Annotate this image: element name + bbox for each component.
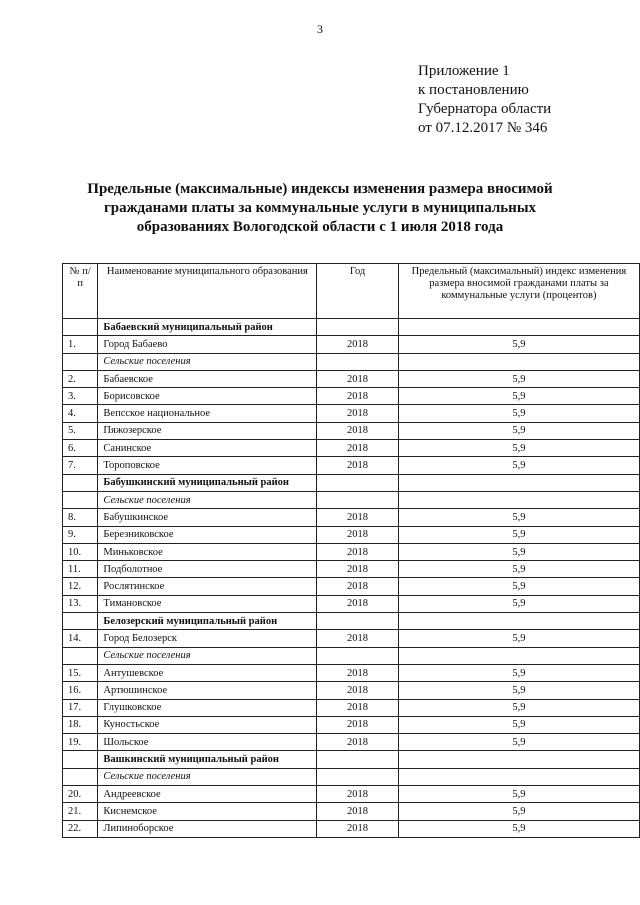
- row-index: 5,9: [398, 388, 639, 405]
- row-year: 2018: [317, 405, 399, 422]
- row-num: 12.: [63, 578, 98, 595]
- row-name: Вепсское национальное: [98, 405, 317, 422]
- subgroup-label: Сельские поселения: [98, 491, 317, 508]
- table-row: [63, 388, 640, 405]
- header-num: № п/п: [63, 264, 98, 319]
- table-header-row: [63, 264, 640, 319]
- row-index: 5,9: [398, 699, 639, 716]
- row-index-empty: [398, 474, 639, 491]
- row-index: 5,9: [398, 786, 639, 803]
- row-year: 2018: [317, 664, 399, 681]
- row-name: Тимановское: [98, 595, 317, 612]
- row-year: 2018: [317, 682, 399, 699]
- table-row: [63, 595, 640, 612]
- header-name: Наименование муниципального образования: [98, 264, 317, 319]
- row-num: 15.: [63, 664, 98, 681]
- row-name: Киснемское: [98, 803, 317, 820]
- row-index: 5,9: [398, 561, 639, 578]
- row-num-empty: [63, 491, 98, 508]
- row-index: 5,9: [398, 734, 639, 751]
- table-row: [63, 716, 640, 733]
- title-line: Предельные (максимальные) индексы изменения размера вносимой: [87, 181, 553, 197]
- row-index: 5,9: [398, 370, 639, 387]
- row-name: Город Белозерск: [98, 630, 317, 647]
- row-num: 1.: [63, 336, 98, 353]
- row-year: 2018: [317, 457, 399, 474]
- appendix-block: [418, 62, 551, 138]
- row-num: 2.: [63, 370, 98, 387]
- row-index-empty: [398, 613, 639, 630]
- table-row: [63, 630, 640, 647]
- row-index: 5,9: [398, 578, 639, 595]
- row-year: 2018: [317, 543, 399, 560]
- row-year-empty: [317, 319, 399, 336]
- row-name: Шольское: [98, 734, 317, 751]
- table-row: [63, 786, 640, 803]
- subgroup-label: Сельские поселения: [98, 353, 317, 370]
- row-year-empty: [317, 647, 399, 664]
- row-year-empty: [317, 751, 399, 768]
- district-name: Вашкинский муниципальный район: [98, 751, 317, 768]
- row-index: 5,9: [398, 595, 639, 612]
- row-index: 5,9: [398, 440, 639, 457]
- table-row: [63, 526, 640, 543]
- table-row: [63, 509, 640, 526]
- row-index-empty: [398, 491, 639, 508]
- row-year: 2018: [317, 630, 399, 647]
- row-year: 2018: [317, 388, 399, 405]
- row-num-empty: [63, 474, 98, 491]
- table-row: [63, 682, 640, 699]
- row-index: 5,9: [398, 820, 639, 837]
- table-row: [63, 803, 640, 820]
- page-number: 3: [317, 22, 323, 36]
- table-row: [63, 422, 640, 439]
- row-year: 2018: [317, 803, 399, 820]
- table-row: [63, 370, 640, 387]
- table-row: [63, 699, 640, 716]
- row-num: 11.: [63, 561, 98, 578]
- row-index: 5,9: [398, 336, 639, 353]
- table-row: [63, 336, 640, 353]
- row-year: 2018: [317, 440, 399, 457]
- row-index: 5,9: [398, 457, 639, 474]
- row-name: Подболотное: [98, 561, 317, 578]
- row-index: 5,9: [398, 543, 639, 560]
- table-row: [63, 561, 640, 578]
- row-num-empty: [63, 613, 98, 630]
- table-row: [63, 457, 640, 474]
- row-index-empty: [398, 353, 639, 370]
- row-num-empty: [63, 768, 98, 785]
- row-num-empty: [63, 751, 98, 768]
- row-num: 9.: [63, 526, 98, 543]
- row-year-empty: [317, 768, 399, 785]
- row-index: 5,9: [398, 422, 639, 439]
- row-num: 16.: [63, 682, 98, 699]
- row-name: Миньковское: [98, 543, 317, 560]
- row-name: Бабаевское: [98, 370, 317, 387]
- row-index: 5,9: [398, 509, 639, 526]
- subgroup-row: [63, 353, 640, 370]
- row-name: Липиноборское: [98, 820, 317, 837]
- table-row: [63, 543, 640, 560]
- title-line: гражданами платы за коммунальные услуги в муниципальных: [103, 200, 537, 216]
- row-name: Борисовское: [98, 388, 317, 405]
- district-header-row: [63, 474, 640, 491]
- table-row: [63, 734, 640, 751]
- table-row: [63, 440, 640, 457]
- row-num: 6.: [63, 440, 98, 457]
- subgroup-row: [63, 491, 640, 508]
- row-year-empty: [317, 353, 399, 370]
- row-year: 2018: [317, 370, 399, 387]
- district-header-row: [63, 751, 640, 768]
- table-body: [63, 319, 640, 838]
- row-name: Глушковское: [98, 699, 317, 716]
- subgroup-row: [63, 647, 640, 664]
- row-num: 19.: [63, 734, 98, 751]
- row-name: Город Бабаево: [98, 336, 317, 353]
- row-index: 5,9: [398, 682, 639, 699]
- row-name: Антушевское: [98, 664, 317, 681]
- row-num: 14.: [63, 630, 98, 647]
- row-num-empty: [63, 319, 98, 336]
- subgroup-label: Сельские поселения: [98, 647, 317, 664]
- appendix-line: Губернатора области: [418, 101, 552, 117]
- row-index-empty: [398, 768, 639, 785]
- row-year-empty: [317, 491, 399, 508]
- row-name: Артюшинское: [98, 682, 317, 699]
- row-num: 21.: [63, 803, 98, 820]
- row-num-empty: [63, 353, 98, 370]
- row-index: 5,9: [398, 716, 639, 733]
- row-name: Тороповское: [98, 457, 317, 474]
- row-year-empty: [317, 474, 399, 491]
- row-num: 20.: [63, 786, 98, 803]
- table-row: [63, 820, 640, 837]
- row-year: 2018: [317, 578, 399, 595]
- row-index: 5,9: [398, 526, 639, 543]
- row-num: 10.: [63, 543, 98, 560]
- subgroup-label: Сельские поселения: [98, 768, 317, 785]
- row-year: 2018: [317, 699, 399, 716]
- row-num: 18.: [63, 716, 98, 733]
- row-num: 4.: [63, 405, 98, 422]
- tariff-index-table: [62, 263, 640, 838]
- header-index: Предельный (максимальный) индекс изменения размера вносимой гражданами платы за коммунальные услуги (процентов): [398, 264, 639, 319]
- row-num: 5.: [63, 422, 98, 439]
- row-name: Бабушкинское: [98, 509, 317, 526]
- row-name: Куностьское: [98, 716, 317, 733]
- row-year: 2018: [317, 509, 399, 526]
- appendix-line: от 07.12.2017 № 346: [418, 120, 548, 136]
- row-index: 5,9: [398, 405, 639, 422]
- appendix-line: к постановлению: [418, 82, 529, 98]
- row-index: 5,9: [398, 630, 639, 647]
- row-year: 2018: [317, 716, 399, 733]
- subgroup-row: [63, 768, 640, 785]
- row-index-empty: [398, 647, 639, 664]
- row-year: 2018: [317, 595, 399, 612]
- row-name: Андреевское: [98, 786, 317, 803]
- table-row: [63, 578, 640, 595]
- row-year: 2018: [317, 422, 399, 439]
- row-year: 2018: [317, 336, 399, 353]
- row-num: 7.: [63, 457, 98, 474]
- table-row: [63, 664, 640, 681]
- row-year: 2018: [317, 734, 399, 751]
- row-year: 2018: [317, 561, 399, 578]
- row-name: Рослятинское: [98, 578, 317, 595]
- row-num: 22.: [63, 820, 98, 837]
- row-num: 8.: [63, 509, 98, 526]
- row-name: Пяжозерское: [98, 422, 317, 439]
- district-name: Белозерский муниципальный район: [98, 613, 317, 630]
- row-year-empty: [317, 613, 399, 630]
- district-name: Бабушкинский муниципальный район: [98, 474, 317, 491]
- district-header-row: [63, 613, 640, 630]
- row-name: Березниковское: [98, 526, 317, 543]
- title-line: образованиях Вологодской области с 1 июля 2018 года: [136, 219, 504, 235]
- row-year: 2018: [317, 526, 399, 543]
- row-name: Санинское: [98, 440, 317, 457]
- row-year: 2018: [317, 820, 399, 837]
- appendix-line: Приложение 1: [418, 63, 510, 79]
- row-index: 5,9: [398, 803, 639, 820]
- row-index-empty: [398, 319, 639, 336]
- row-index: 5,9: [398, 664, 639, 681]
- district-header-row: [63, 319, 640, 336]
- row-num: 17.: [63, 699, 98, 716]
- header-year: Год: [317, 264, 399, 319]
- district-name: Бабаевский муниципальный район: [98, 319, 317, 336]
- row-num: 13.: [63, 595, 98, 612]
- row-year: 2018: [317, 786, 399, 803]
- table-row: [63, 405, 640, 422]
- row-index-empty: [398, 751, 639, 768]
- document-title: [60, 180, 580, 237]
- row-num: 3.: [63, 388, 98, 405]
- row-num-empty: [63, 647, 98, 664]
